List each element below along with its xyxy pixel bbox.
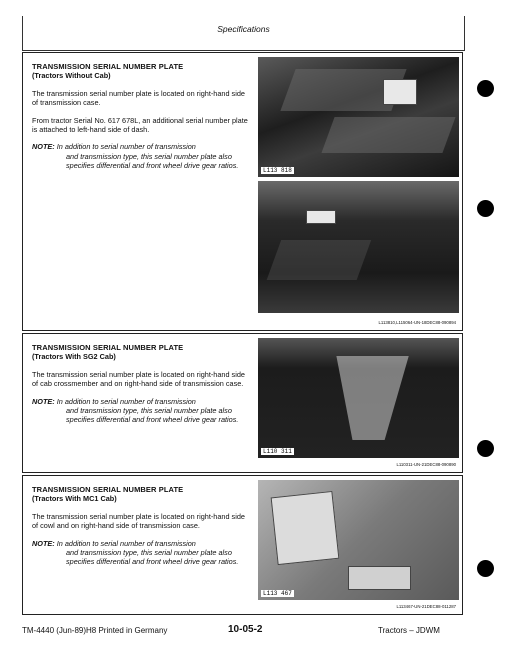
serial-number-plate-image: [306, 210, 336, 224]
figure-caption: L113810,L115064-UN-18DEC88-090894: [378, 320, 456, 325]
section-heading: TRANSMISSION SERIAL NUMBER PLATE: [32, 62, 184, 71]
photo-dash: [258, 181, 459, 313]
section-subheading: (Tractors With MC1 Cab): [32, 494, 117, 504]
section-heading: TRANSMISSION SERIAL NUMBER PLATE: [32, 343, 184, 352]
note-first-line: In addition to serial number of transmission: [56, 142, 196, 152]
photo-tag: L113 467: [263, 590, 292, 597]
note: [32, 142, 250, 170]
section-subheading: (Tractors Without Cab): [32, 71, 111, 81]
photo-tag: L113 818: [263, 167, 292, 174]
note-continuation: and transmission type, this serial number plate also specifies differential and front wheel drive gear ratios.: [66, 151, 239, 171]
note-first-line: In addition to serial number of transmission: [56, 538, 196, 548]
footer-page-number: 10-05-2: [228, 624, 263, 635]
section-text: [32, 485, 250, 567]
section-tractors-without-cab: [22, 52, 463, 331]
note: [32, 397, 250, 425]
footer-left: TM-4440 (Jun-89)H8 Printed in Germany: [22, 626, 168, 635]
section-heading: TRANSMISSION SERIAL NUMBER PLATE: [32, 485, 184, 494]
binder-hole: [477, 440, 494, 457]
note-continuation: and transmission type, this serial number plate also specifies differential and front wheel drive gear ratios.: [66, 406, 239, 425]
section-subheading: (Tractors With SG2 Cab): [32, 352, 116, 362]
paragraph: The transmission serial number plate is located on right-hand side of cab crossmember and on right-hand side of transmission case.: [32, 369, 245, 389]
figure-caption: L110311-UN-21DEC88-090890: [396, 462, 456, 467]
photo-transmission-case: [258, 57, 459, 177]
section-text: [32, 343, 250, 425]
section-tractors-with-mc1-cab: [22, 475, 463, 615]
paragraph: The transmission serial number plate is located on right-hand side of transmission case.: [32, 88, 245, 108]
note-first-line: In addition to serial number of transmission: [56, 396, 196, 406]
note-continuation: and transmission type, this serial number plate also specifies differential and front wheel drive gear ratios.: [66, 548, 239, 567]
figure-caption: L113467-UN-21DEC88-011287: [396, 604, 456, 609]
serial-number-plate-image: [271, 491, 340, 565]
photo-cab-crossmember: [258, 338, 459, 458]
serial-number-plate-image: [383, 79, 417, 105]
note: [32, 539, 250, 567]
section-tractors-with-sg2-cab: [22, 333, 463, 473]
binder-hole: [477, 80, 494, 97]
photo-tag: L110 311: [263, 448, 292, 455]
note-label: NOTE:: [32, 142, 55, 152]
serial-number-plate-image: [348, 566, 410, 590]
binder-hole: [477, 200, 494, 217]
note-label: NOTE:: [32, 396, 55, 406]
photo-cowl: [258, 480, 459, 600]
page-header: [22, 16, 465, 51]
paragraph: From tractor Serial No. 617 678L, an additional serial number plate is attached to left-hand side of dash.: [32, 115, 248, 135]
note-label: NOTE:: [32, 538, 55, 548]
paragraph: The transmission serial number plate is located on right-hand side of cowl and on right-hand side of transmission case.: [32, 511, 245, 531]
footer-right: Tractors – JDWM: [378, 626, 440, 635]
page-header-title: Specifications: [217, 24, 270, 34]
binder-hole: [477, 560, 494, 577]
section-text: [32, 62, 250, 171]
